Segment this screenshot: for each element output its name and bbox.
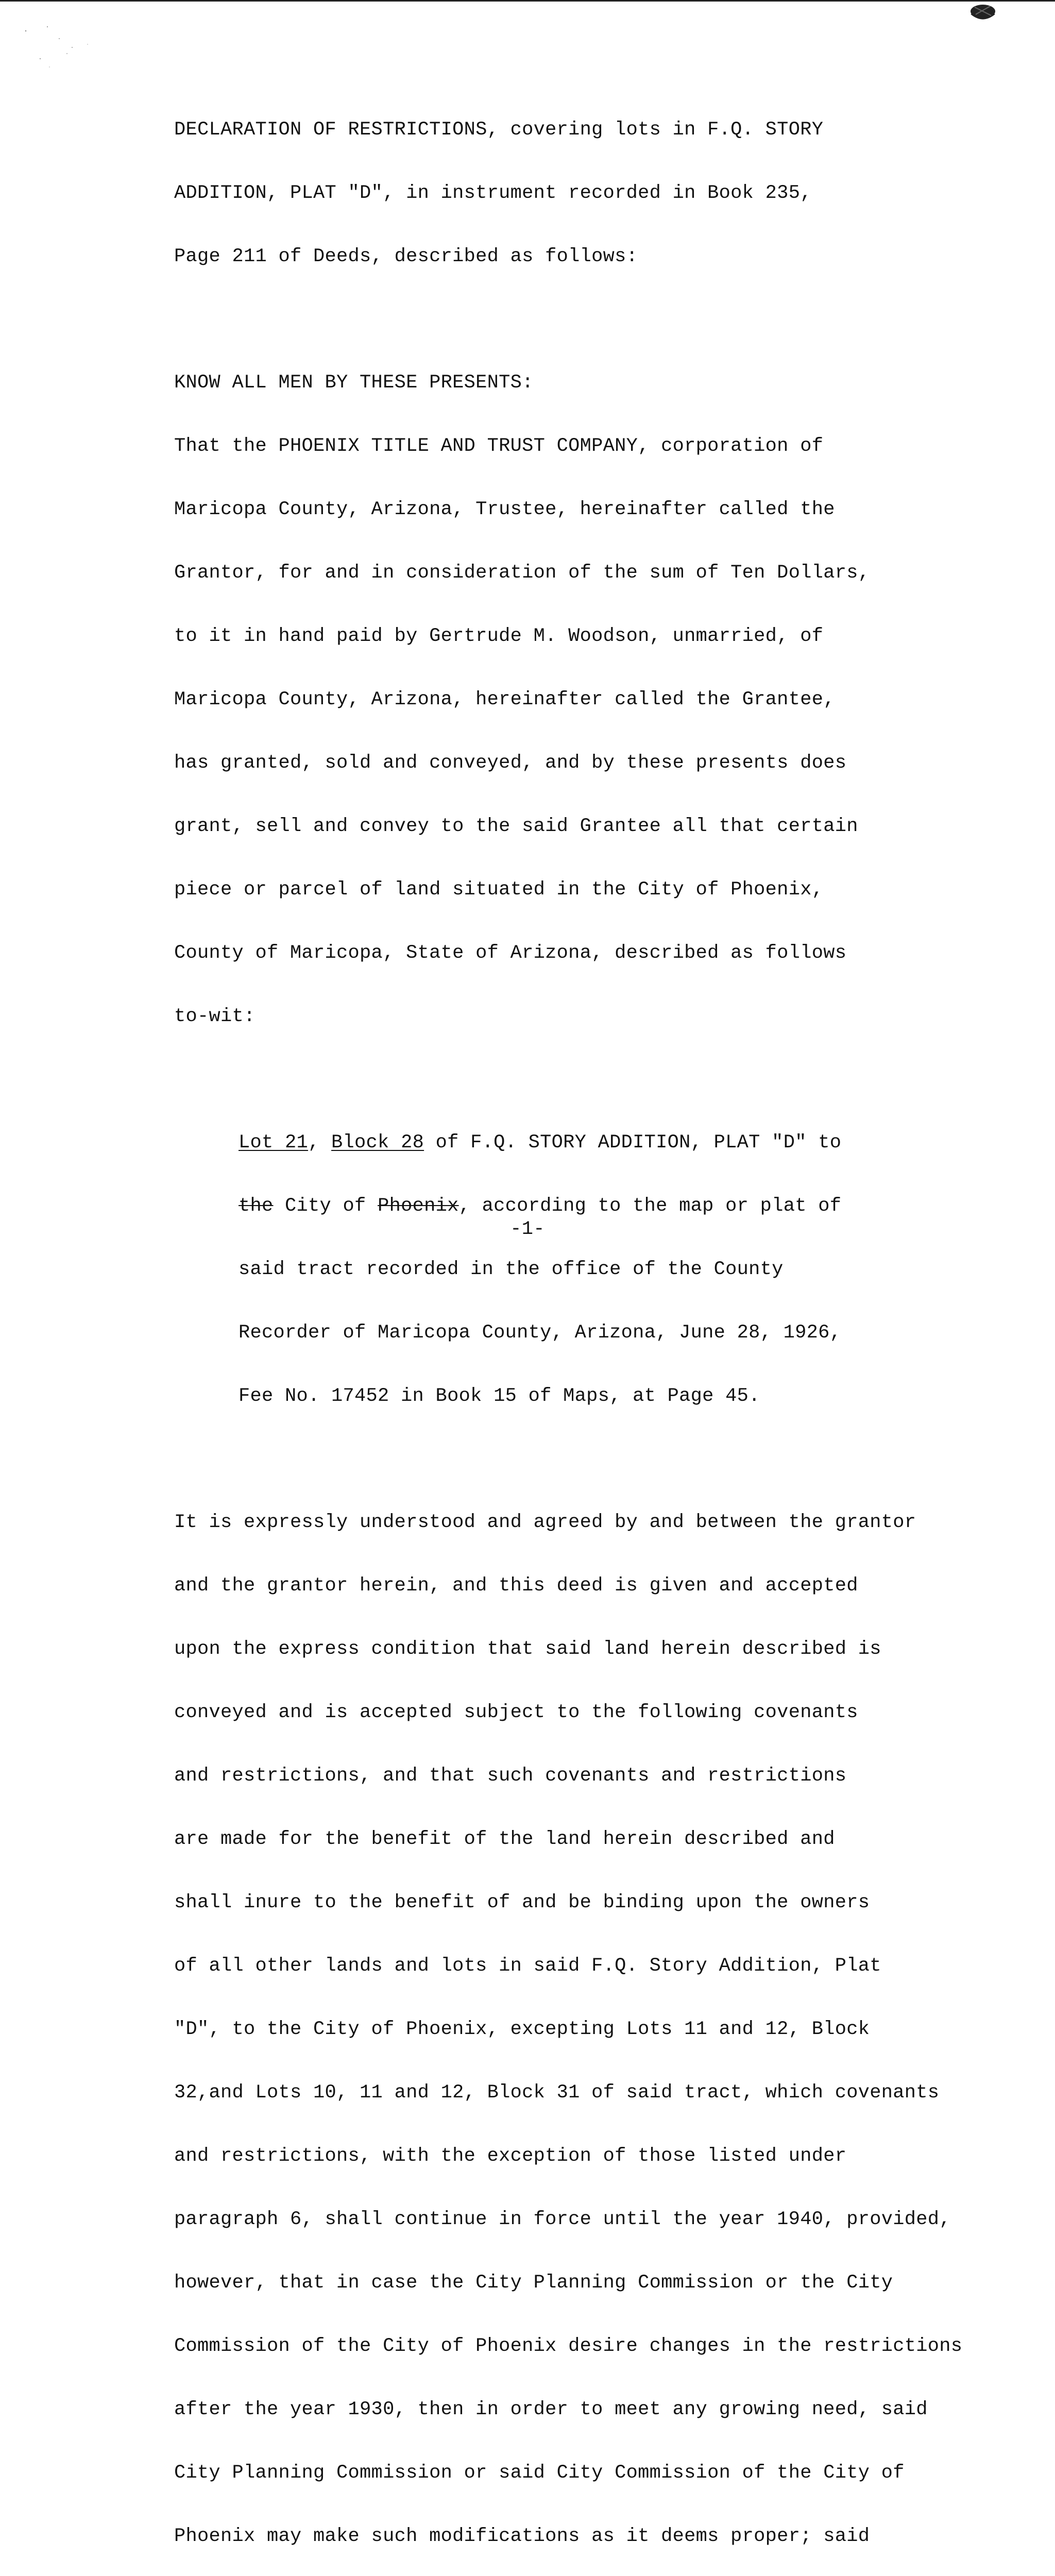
legal-description: [174, 1090, 1029, 1449]
legal-line-rest: of F.Q. STORY ADDITION, PLAT "D" to: [424, 1132, 842, 1154]
conditions-line: conveyed and is accepted subject to the following covenants: [174, 1702, 858, 1723]
conditions-line: Phoenix may make such modifications as it deems proper; said: [174, 2526, 870, 2547]
scan-specks: [15, 15, 103, 77]
preamble-line: That the PHOENIX TITLE AND TRUST COMPANY, corporation of: [174, 435, 824, 457]
legal-line: said tract recorded in the office of the County: [239, 1259, 784, 1280]
conditions-line: 32,and Lots 10, 11 and 12, Block 31 of said tract, which covenants: [174, 2082, 940, 2104]
struck-city-name: Phoenix: [378, 1195, 459, 1217]
conditions-line: City Planning Commission or said City Commission of the City of: [174, 2462, 905, 2484]
legal-line: Recorder of Maricopa County, Arizona, June 28, 1926,: [239, 1322, 842, 1344]
header-paragraph: [174, 77, 1029, 310]
preamble-line: Maricopa County, Arizona, Trustee, hereinafter called the: [174, 499, 835, 520]
conditions-line: Commission of the City of Phoenix desire changes in the restrictions: [174, 2335, 963, 2357]
preamble-paragraph: [174, 330, 1029, 1070]
conditions-line: It is expressly understood and agreed by and between the grantor: [174, 1512, 916, 1533]
preamble-line: piece or parcel of land situated in the City of Phoenix,: [174, 879, 824, 901]
conditions-line: and restrictions, and that such covenants and restrictions: [174, 1765, 847, 1787]
city-of-text: City of: [273, 1195, 378, 1217]
conditions-line: paragraph 6, shall continue in force until the year 1940, provided,: [174, 2209, 951, 2230]
legal-line: Fee No. 17452 in Book 15 of Maps, at Page 45.: [239, 1385, 760, 1407]
conditions-line: however, that in case the City Planning Commission or the City: [174, 2272, 893, 2294]
conditions-line: "D", to the City of Phoenix, excepting Lots 11 and 12, Block: [174, 2019, 870, 2040]
preamble-line: KNOW ALL MEN BY THESE PRESENTS:: [174, 372, 534, 394]
conditions-line: shall inure to the benefit of and be binding upon the owners: [174, 1892, 870, 1913]
header-line: Page 211 of Deeds, described as follows:: [174, 246, 638, 267]
legal-line-rest: , according to the map or plat of: [458, 1195, 842, 1217]
document-body: [174, 77, 1029, 2576]
conditions-line: of all other lands and lots in said F.Q. Story Addition, Plat: [174, 1955, 881, 1977]
legal-line: [239, 1196, 1029, 1217]
conditions-line: and the grantor herein, and this deed is given and accepted: [174, 1575, 858, 1597]
lot-number: Lot 21: [239, 1132, 309, 1154]
conditions-line: upon the express condition that said land herein described is: [174, 1638, 881, 1660]
conditions-line: after the year 1930, then in order to meet any growing need, said: [174, 2399, 928, 2420]
conditions-line: are made for the benefit of the land herein described and: [174, 1828, 835, 1850]
preamble-line: Maricopa County, Arizona, hereinafter called the Grantee,: [174, 689, 835, 710]
preamble-line: has granted, sold and conveyed, and by these presents does: [174, 752, 847, 774]
preamble-line: Grantor, for and in consideration of the sum of Ten Dollars,: [174, 562, 870, 584]
top-scan-edge: [0, 0, 1055, 2]
preamble-line: County of Maricopa, State of Arizona, described as follows: [174, 942, 847, 964]
header-line: DECLARATION OF RESTRICTIONS, covering lots in F.Q. STORY: [174, 119, 824, 141]
preamble-line: grant, sell and convey to the said Grantee all that certain: [174, 816, 858, 837]
header-line: ADDITION, PLAT "D", in instrument recorded in Book 235,: [174, 182, 812, 204]
conditions-line: and restrictions, with the exception of those listed under: [174, 2145, 847, 2167]
struck-word: the: [239, 1195, 274, 1217]
preamble-line: to it in hand paid by Gertrude M. Woodson, unmarried, of: [174, 625, 824, 647]
conditions-paragraph: [174, 1470, 1029, 2576]
block-number: Block 28: [331, 1132, 424, 1154]
preamble-line: to-wit:: [174, 1006, 256, 1027]
page-number: -1-: [510, 1218, 545, 1240]
legal-line: Lot 21, Block 28 of F.Q. STORY ADDITION, PLAT "D" to: [239, 1132, 842, 1154]
stamp-mark-icon: [968, 2, 997, 24]
